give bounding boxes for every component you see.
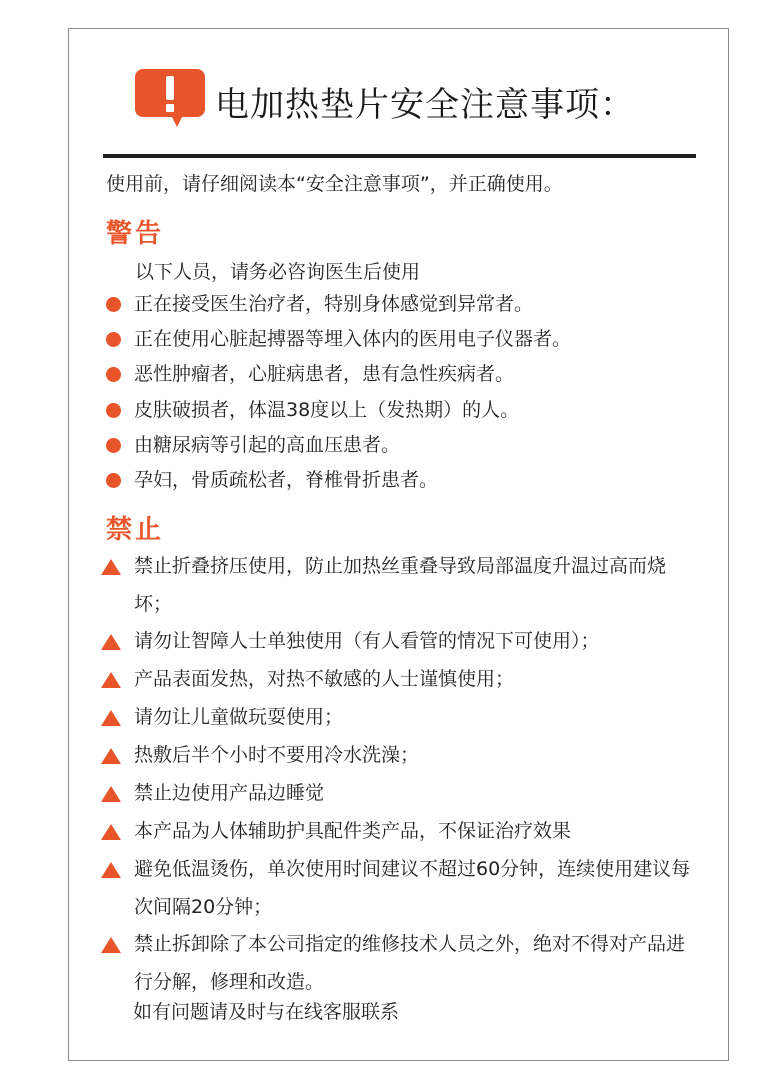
prohibit-item: 禁止折叠挤压使用，防止加热丝重叠导致局部温度升温过高而烧坏； (99, 547, 699, 622)
intro-text: 使用前，请仔细阅读本“安全注意事项”，并正确使用。 (106, 173, 563, 195)
prohibit-heading: 禁止 (106, 515, 165, 545)
prohibit-item: 产品表面发热，对热不敏感的人士谨慎使用； (99, 660, 699, 698)
warning-item: 由糖尿病等引起的高血压患者。 (103, 428, 571, 463)
orange-triangle-icon (101, 672, 121, 688)
title-divider (103, 154, 696, 158)
orange-dot-icon (106, 403, 121, 418)
exclamation-speech-bubble-icon (135, 69, 205, 129)
orange-dot-icon (106, 438, 121, 453)
orange-triangle-icon (101, 748, 121, 764)
prohibit-item: 禁止边使用产品边睡觉 (99, 774, 699, 812)
orange-triangle-icon (101, 862, 121, 878)
warning-item: 正在使用心脏起搏器等埋入体内的医用电子仪器者。 (103, 322, 571, 357)
orange-dot-icon (106, 367, 121, 382)
prohibit-item: 本产品为人体辅助护具配件类产品，不保证治疗效果 (99, 812, 699, 850)
orange-triangle-icon (101, 710, 121, 726)
warning-lead: 以下人员，请务必咨询医生后使用 (135, 261, 421, 283)
prohibit-item: 请勿让智障人士单独使用（有人看管的情况下可使用）； (99, 622, 699, 660)
title-row (135, 67, 695, 139)
notice-card (68, 28, 729, 1061)
warning-item: 皮肤破损者，体温38度以上（发热期）的人。 (103, 393, 571, 428)
warning-item: 恶性肿瘤者，心脏病患者，患有急性疾病者。 (103, 357, 571, 392)
prohibit-item: 避免低温烫伤，单次使用时间建议不超过60分钟，连续使用建议每次间隔20分钟； (99, 850, 699, 925)
page-title: 电加热垫片安全注意事项： (215, 85, 635, 125)
orange-dot-icon (106, 473, 121, 488)
prohibit-list (99, 547, 699, 1000)
warning-list (103, 287, 571, 498)
orange-dot-icon (106, 332, 121, 347)
orange-triangle-icon (101, 634, 121, 650)
warning-item: 正在接受医生治疗者，特别身体感觉到异常者。 (103, 287, 571, 322)
prohibit-item: 热敷后半个小时不要用冷水洗澡； (99, 736, 699, 774)
orange-triangle-icon (101, 786, 121, 802)
footer-note: 如有问题请及时与在线客服联系 (133, 1001, 400, 1023)
orange-triangle-icon (101, 559, 121, 575)
warning-item: 孕妇，骨质疏松者，脊椎骨折患者。 (103, 463, 571, 498)
prohibit-item: 禁止拆卸除了本公司指定的维修技术人员之外，绝对不得对产品进行分解，修理和改造。 (99, 925, 699, 1000)
prohibit-item: 请勿让儿童做玩耍使用； (99, 698, 699, 736)
warning-heading: 警告 (106, 219, 165, 249)
orange-triangle-icon (101, 824, 121, 840)
orange-dot-icon (106, 297, 121, 312)
orange-triangle-icon (101, 937, 121, 953)
